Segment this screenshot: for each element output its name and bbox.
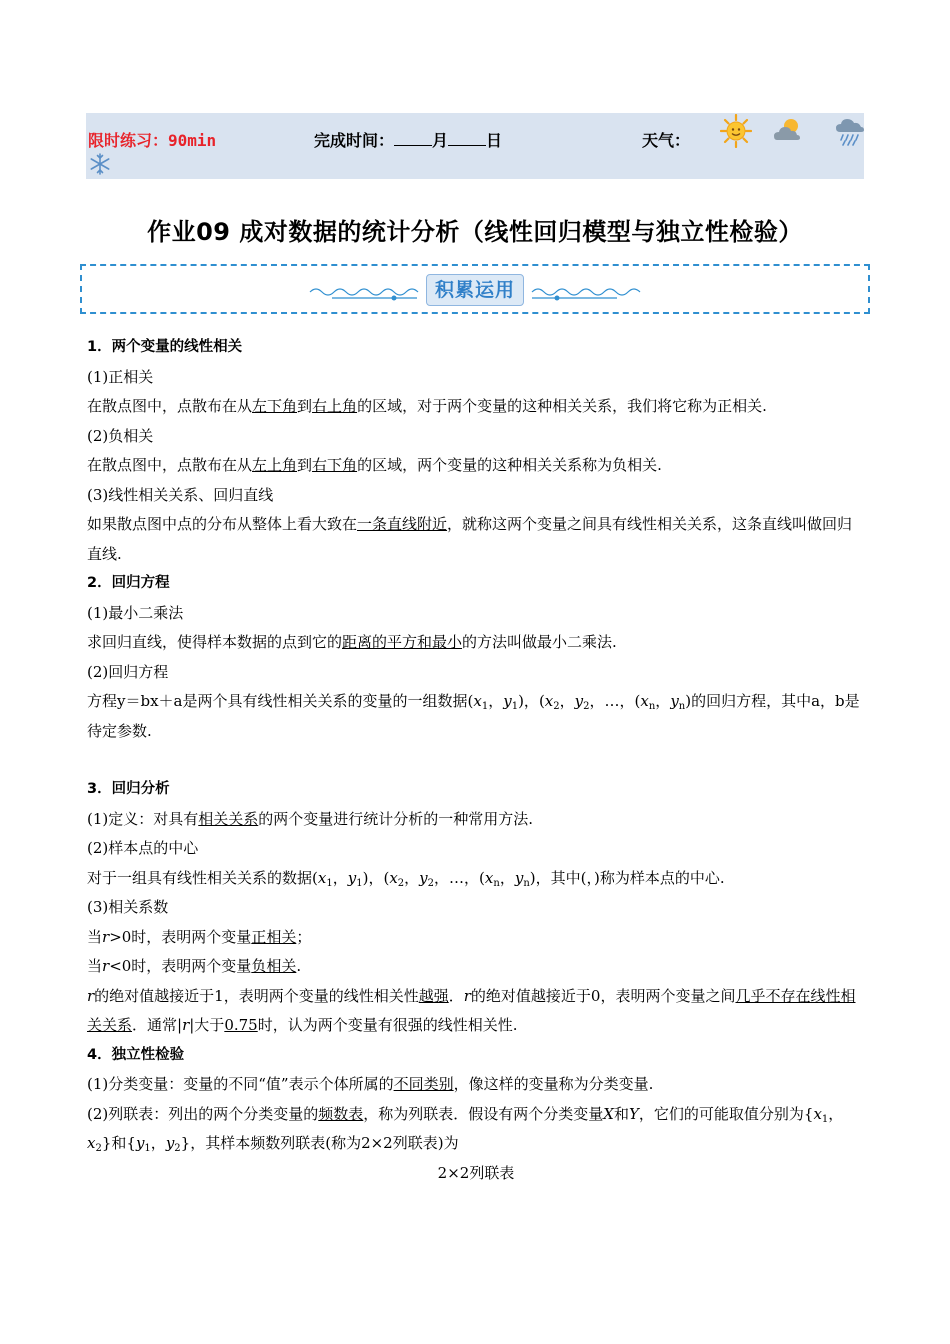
section-heading: 4．独立性检验: [87, 1046, 185, 1063]
month-label: 月: [432, 131, 449, 150]
completion-time: [314, 128, 502, 151]
paragraph: (1)分类变量：变量的不同“值”表示个体所属的不同类别，像这样的变量称为分类变量.: [87, 1075, 654, 1093]
paragraph: (2)样本点的中心: [87, 839, 199, 857]
paragraph: (1)最小二乘法: [87, 603, 184, 622]
paragraph: 在散点图中，点散布在从左上角到右下角的区域，两个变量的这种相关关系称为负相关.: [87, 456, 662, 474]
paragraph: 在散点图中，点散布在从左下角到右上角的区域，对于两个变量的这种相关关系，我们将它称为正相关.: [87, 397, 767, 415]
section-heading: 2．回归方程: [87, 575, 170, 591]
paragraph: 方程y＝bx＋a是两个具有线性相关关系的变量的一组数据($x_1$，$y_1$)，($x_2$，$y_2$，…，($x_n$，$y_n$)的回归方程，其中a，b是待定参数.: [87, 692, 860, 740]
banner-label: 积累运用: [426, 274, 524, 306]
page-title: 作业09 成对数据的统计分析（线性回归模型与独立性检验）: [147, 218, 803, 246]
section-heading: 3．回归分析: [87, 781, 170, 797]
paragraph: (2)负相关: [87, 426, 154, 445]
paragraph: (3)相关系数: [87, 898, 169, 916]
paragraph: 求回归直线，使得样本数据的点到它的距离的平方和最小的方法叫做最小二乘法.: [87, 633, 617, 651]
paragraph: 当r<0时，表明两个变量负相关.: [87, 957, 302, 975]
paragraph: 对于一组具有线性相关关系的数据($x_1$，$y_1$)，($x_2$，$y_2$，…，($x_n$，$y_n$)，其中(，)称为样本点的中心.: [87, 868, 725, 889]
day-blank[interactable]: [448, 131, 486, 146]
table-caption: 2×2列联表: [437, 1163, 515, 1182]
section-banner: [80, 264, 870, 314]
paragraph: r的绝对值越接近于1，表明两个变量的线性相关性越强．r的绝对值越接近于0，表明两个变量之间几乎不存在线性相关关系．通常|r|大于0.75时，认为两个变量有很强的线性相关性.: [87, 986, 856, 1034]
paragraph: 如果散点图中点的分布从整体上看大致在一条直线附近，就称这两个变量之间具有线性相关关系，这条直线叫做回归直线.: [87, 515, 853, 563]
rain-icon: [834, 114, 866, 148]
snowflake-icon: [88, 152, 112, 176]
paragraph: (1)定义：对具有相关关系的两个变量进行统计分析的一种常用方法.: [87, 809, 534, 828]
sunny-icon: [720, 114, 752, 148]
paragraph: (1)正相关: [87, 367, 154, 386]
paragraph: (2)列联表：列出的两个分类变量的频数表，称为列联表．假设有两个分类变量X和Y，它们的可能取值分别为{$x_1$，$x_2$}和{$y_1$，$y_2$}，其样本频数列联表(称为2×2列联表)为: [87, 1104, 844, 1154]
weather-label: 天气：: [642, 131, 691, 150]
partly-cloudy-icon: [772, 114, 804, 148]
completion-label: 完成时间：: [314, 131, 395, 150]
day-label: 日: [486, 131, 503, 150]
paragraph: 当r>0时，表明两个变量正相关；: [87, 927, 312, 946]
section-heading: 1．两个变量的线性相关: [87, 339, 243, 355]
paragraph: (2)回归方程: [87, 662, 169, 681]
time-limit-label: 限时练习：90min: [88, 131, 217, 150]
document-body: [87, 333, 865, 1188]
paragraph: (3)线性相关关系、回归直线: [87, 485, 274, 504]
month-blank[interactable]: [394, 131, 432, 146]
